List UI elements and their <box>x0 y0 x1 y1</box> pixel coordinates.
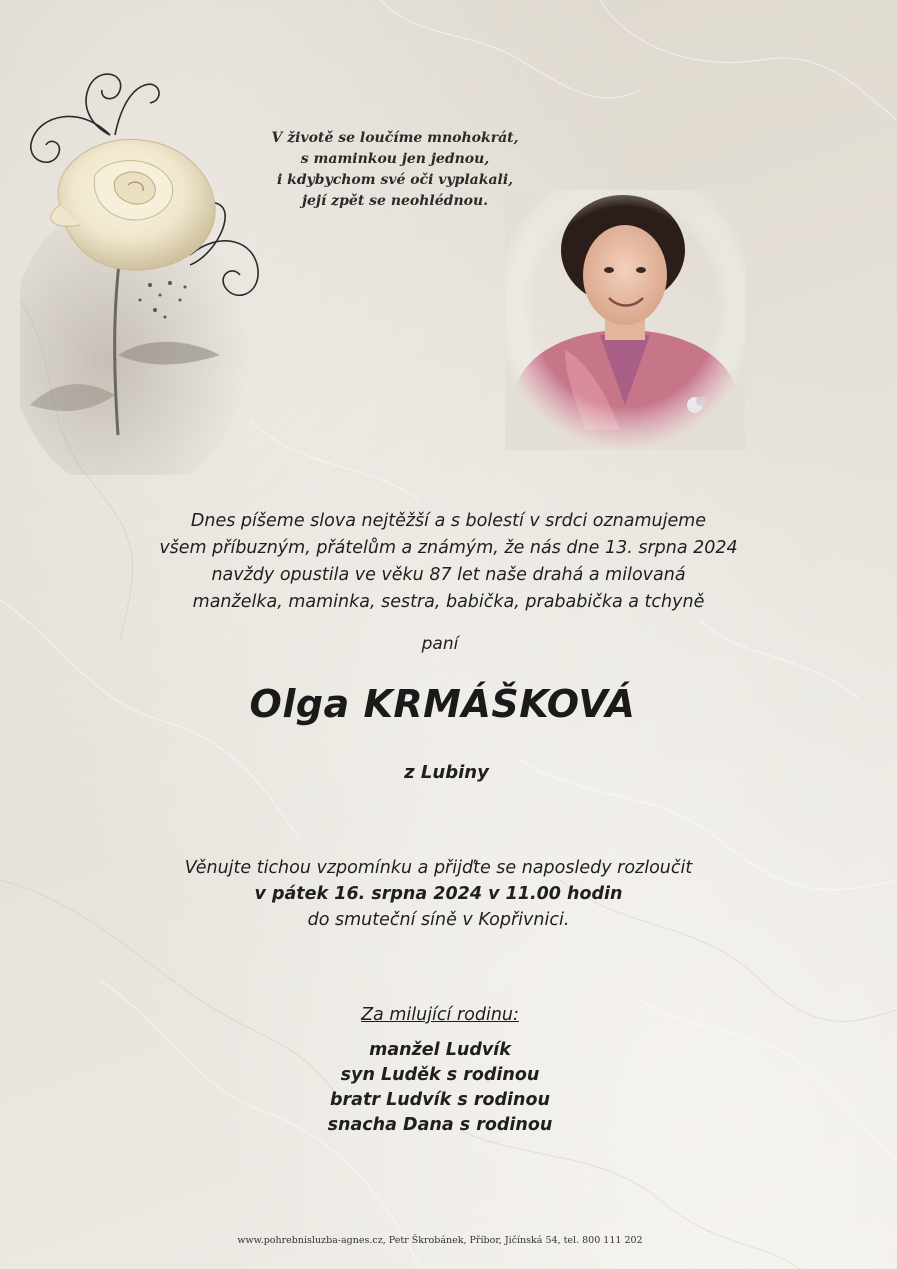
portrait-photo <box>505 190 745 450</box>
ceremony-info <box>90 855 787 933</box>
rose-icon <box>20 55 280 475</box>
announcement-line: manželka, maminka, sestra, babička, prababička a tchyně <box>192 592 705 612</box>
footer-contact: www.pohrebnisluzba-agnes.cz, Petr Škrobánek, Příbor, Jičínská 54, tel. 800 111 202 <box>237 1235 643 1246</box>
quote-line: i kdybychom své oči vyplakali, <box>276 172 514 188</box>
family-member: manžel Ludvík <box>369 1040 511 1060</box>
title-prefix: paní <box>421 634 459 654</box>
quote-line: V životě se loučíme mnohokrát, <box>271 130 519 146</box>
family-member: syn Luděk s rodinou <box>340 1065 540 1085</box>
ceremony-invite: Věnujte tichou vzpomínku a přijďte se naposledy rozloučit <box>184 858 693 878</box>
death-announcement <box>90 508 807 616</box>
quote-line: s maminkou jen jednou, <box>300 151 490 167</box>
announcement-line: všem příbuzným, přátelům a známým, že nás dne 13. srpna 2024 <box>159 538 738 558</box>
deceased-origin: z Lubiny <box>404 762 489 783</box>
deceased-name: Olga KRMÁŠKOVÁ <box>249 682 636 726</box>
family-heading: Za milující rodinu: <box>361 1005 519 1025</box>
quote-line: její zpět se neohlédnou. <box>301 193 489 209</box>
announcement-line: navždy opustila ve věku 87 let naše drahá a milovaná <box>211 565 686 585</box>
family-member: snacha Dana s rodinou <box>327 1115 553 1135</box>
family-signature <box>240 1003 640 1138</box>
family-member: bratr Ludvík s rodinou <box>330 1090 550 1110</box>
memorial-quote <box>250 128 540 212</box>
ceremony-datetime: v pátek 16. srpna 2024 v 11.00 hodin <box>254 884 623 904</box>
announcement-line: Dnes píšeme slova nejtěžší a s bolestí v srdci oznamujeme <box>190 511 707 531</box>
ceremony-place: do smuteční síně v Kopřivnici. <box>307 910 570 930</box>
